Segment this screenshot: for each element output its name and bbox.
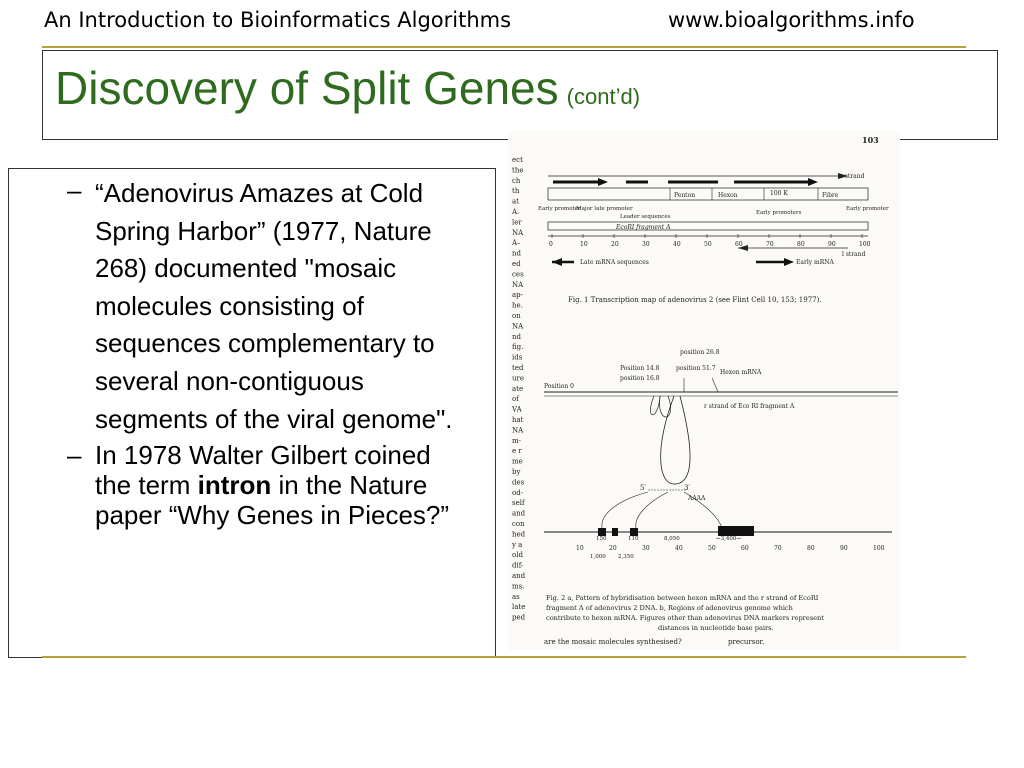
svg-text:position 51.7: position 51.7 — [676, 365, 716, 372]
column-fragment: old — [512, 551, 523, 560]
scale-tick-label: 20 — [609, 545, 617, 552]
scale-tick-label: 100 — [873, 545, 885, 552]
column-fragment: at — [512, 197, 519, 206]
caption-line: contribute to hexon mRNA. Figures other than adenovirus DNA markers represent — [546, 614, 824, 622]
slide-title-suffix: (cont’d) — [566, 84, 641, 109]
svg-text:Penton: Penton — [674, 192, 696, 199]
column-fragment: on — [512, 312, 521, 320]
svg-text:AAAA: AAAA — [688, 495, 706, 502]
column-fragment: th — [512, 187, 520, 196]
scale-tick-label: 60 — [741, 545, 749, 552]
column-fragment: hed — [512, 530, 526, 539]
scale-tick-label: 60 — [735, 241, 743, 248]
svg-text:Early promoter: Early promoter — [538, 206, 581, 212]
bullet-text-before: In 1978 Walter Gilbert coined the term — [95, 440, 431, 501]
column-fragment: NA — [512, 228, 524, 237]
caption-line: distances in nucleotide base pairs. — [658, 624, 774, 632]
column-fragment: the — [512, 166, 524, 175]
column-fragment: con — [512, 520, 525, 528]
header-rule — [42, 46, 966, 48]
svg-text:150: 150 — [596, 536, 607, 542]
svg-text:2,350: 2,350 — [618, 554, 634, 560]
svg-text:3′: 3′ — [684, 484, 691, 492]
scale-tick-label: 100 — [859, 241, 871, 248]
slide-title — [55, 61, 640, 115]
svg-text:Hexon mRNA: Hexon mRNA — [720, 369, 762, 376]
column-fragment: fig. — [512, 343, 524, 352]
column-fragment: A. — [512, 208, 520, 216]
column-fragment: hat — [512, 416, 524, 424]
bullet-marker: – — [67, 440, 82, 471]
svg-text:5′: 5′ — [640, 484, 647, 492]
scale-tick-label: 20 — [611, 241, 619, 248]
svg-text:100 K: 100 K — [770, 190, 788, 197]
column-fragment: m- — [512, 436, 522, 445]
column-fragment: self — [512, 499, 525, 508]
bullet-marker: – — [67, 175, 82, 205]
column-fragment: ids — [512, 353, 523, 362]
figure-1-caption: Fig. 1 Transcription map of adenovirus 2 (see Flint Cell 10, 153; 1977). — [568, 296, 822, 304]
footer-rule — [42, 656, 966, 658]
scale-tick-label: 30 — [642, 241, 650, 248]
bullet-text-after: in the Nature paper “Why Genes in Pieces?” — [95, 470, 450, 531]
svg-text:position 26.8: position 26.8 — [680, 349, 720, 356]
column-fragment: by — [512, 468, 521, 476]
paper-figure-image — [508, 130, 900, 650]
title-box — [42, 50, 998, 140]
svg-text:Fibre: Fibre — [822, 192, 839, 199]
intron-term: intron — [197, 470, 272, 501]
svg-text:Late mRNA sequences: Late mRNA sequences — [580, 259, 649, 266]
column-fragment: as — [512, 592, 520, 601]
column-fragment: VA — [512, 405, 522, 414]
column-fragment: ap- — [512, 291, 524, 300]
column-fragment: NA — [512, 322, 524, 331]
column-fragment: and — [512, 572, 526, 580]
svg-text:110: 110 — [628, 536, 639, 542]
column-fragment: ure — [512, 374, 524, 383]
scale-tick-label: 70 — [774, 545, 782, 552]
column-fragment: me — [512, 457, 523, 466]
column-fragment: nd — [512, 332, 521, 341]
svg-text:8,050: 8,050 — [664, 536, 680, 542]
column-fragment: he. — [512, 301, 523, 310]
course-title: An Introduction to Bioinformatics Algorithms — [44, 8, 512, 32]
bottom-text-right: precursor. — [728, 638, 765, 646]
svg-text:Early promoter: Early promoter — [846, 206, 889, 212]
scale-tick-label: 40 — [675, 545, 683, 552]
svg-text:Position 0: Position 0 — [544, 383, 574, 390]
column-fragment: y a — [512, 540, 523, 549]
column-fragment: ces — [512, 270, 524, 279]
scale-tick-label: 10 — [580, 241, 588, 248]
scale-tick-label: 0 — [549, 241, 553, 248]
svg-text:1,000: 1,000 — [590, 554, 606, 560]
website-link[interactable]: www.bioalgorithms.info — [668, 8, 915, 32]
column-fragment: NA — [512, 426, 524, 435]
column-fragment: NA — [512, 280, 524, 289]
svg-text:Early mRNA: Early mRNA — [796, 259, 834, 266]
column-fragment: ler — [512, 218, 522, 227]
column-fragment: dif- — [512, 561, 524, 570]
svg-text:r strand of Eco RI fragment A: r strand of Eco RI fragment A — [704, 403, 795, 410]
svg-text:Position 14.8: Position 14.8 — [620, 365, 660, 372]
bullet-text — [95, 440, 455, 530]
scale-tick-label: 80 — [807, 545, 815, 552]
bullet-list — [9, 175, 497, 530]
svg-text:r strand: r strand — [840, 173, 865, 180]
column-fragment: des — [512, 478, 525, 487]
column-fragment: ch — [512, 176, 521, 185]
column-fragment: A– — [512, 239, 521, 248]
column-fragment: nd — [512, 249, 521, 258]
column-fragment: ed — [512, 260, 521, 268]
column-fragment: ted — [512, 364, 524, 372]
scale-tick-label: 90 — [840, 545, 848, 552]
column-fragment: late — [512, 603, 526, 612]
svg-text:EcoRI fragment A: EcoRI fragment A — [616, 224, 671, 231]
column-fragment: e r — [512, 447, 522, 456]
scale-tick-label: 90 — [828, 241, 836, 248]
column-fragment: ect — [512, 156, 523, 164]
slide-title-main: Discovery of Split Genes — [55, 62, 559, 114]
bullet-text: “Adenovirus Amazes at Cold Spring Harbor” (1977, Nature 268) documented "mosaic molecules consisting of sequences complementary to several non-contiguous segments of the viral genome". — [95, 178, 453, 434]
column-fragment: of — [512, 395, 519, 404]
column-fragment: od- — [512, 488, 524, 497]
caption-line: Fig. 2 a, Pattern of hybridisation between hexon mRNA and the r strand of EcoRI — [546, 594, 819, 602]
scale-tick-label: 80 — [797, 241, 805, 248]
scale-tick-label: 50 — [704, 241, 712, 248]
bullet-text-box — [8, 168, 496, 658]
svg-text:Major late promoter: Major late promoter — [576, 206, 633, 212]
column-fragment: and — [512, 509, 526, 518]
svg-text:Early promoters: Early promoters — [756, 210, 802, 216]
column-fragment: ate — [512, 384, 524, 393]
column-fragment: ped — [512, 613, 526, 622]
scale-tick-label: 40 — [673, 241, 681, 248]
scale-tick-label: 10 — [576, 545, 584, 552]
scale-tick-label: 70 — [766, 241, 774, 248]
caption-line: fragment A of adenovirus 2 DNA. b, Regions of adenovirus genome which — [546, 604, 793, 612]
svg-text:Hexon: Hexon — [718, 192, 738, 199]
svg-text:Leader sequences: Leader sequences — [620, 214, 671, 220]
svg-text:position 16.8: position 16.8 — [620, 375, 660, 382]
svg-text:←3,400→: ←3,400→ — [716, 536, 741, 542]
scale-tick-label: 30 — [642, 545, 650, 552]
scale-tick-label: 50 — [708, 545, 716, 552]
bullet-item — [9, 175, 497, 438]
svg-text:l strand: l strand — [842, 251, 866, 258]
bottom-text-left: are the mosaic molecules synthesised? — [544, 638, 682, 646]
bullet-item — [9, 440, 497, 530]
column-fragment: ms. — [512, 582, 525, 591]
page-number: 103 — [862, 135, 879, 145]
